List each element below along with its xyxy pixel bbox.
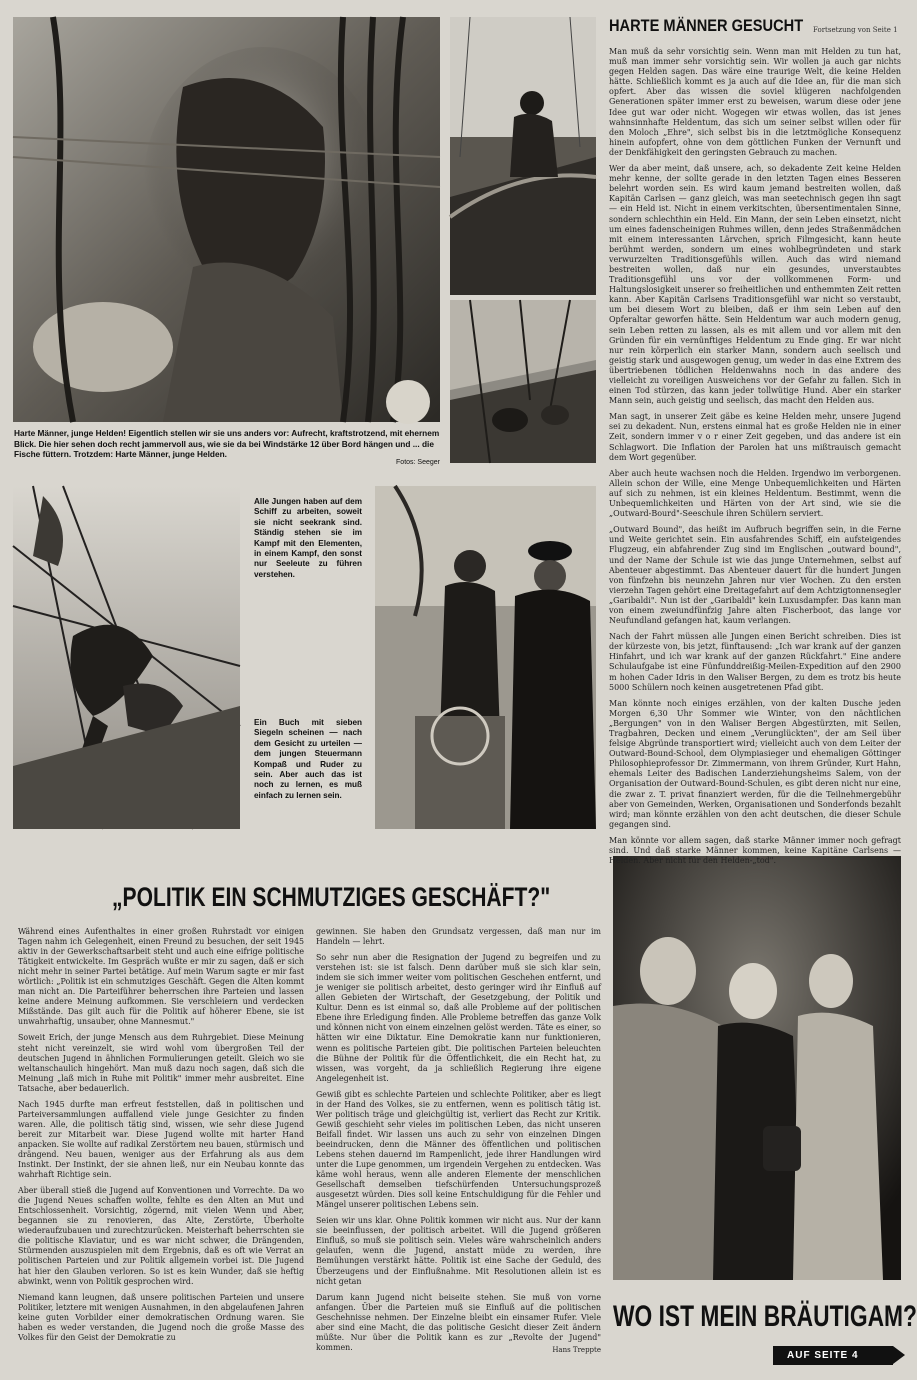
article-politik-col2: [316, 927, 601, 1354]
headline-politik: „POLITIK EIN SCHMUTZIGES GESCHÄFT?": [112, 882, 551, 912]
photo-captain-and-helmsman: [375, 486, 596, 829]
photo-boys-in-rigging: [13, 486, 240, 829]
article-paragraph: Gewiß gibt es schlechte Parteien und schlechte Politiker, aber es liegt in der Hand des Volkes, sie zu entfernen, wenn es politisch tätig ist. Wer politisch träge und gleichgültig ist, verliert das Recht zur Kritik. Gewiß geschieht sehr vieles im politischen Leben, das nicht unseren Beifall findet. Wir lassen uns auch zu sehr von einzelnen Dingen beeindrucken, denn die Männer des öffentlichen und politischen Lebens stehen dauernd im Rampenlicht, jede ihrer Handlungen wird unter die Lupe genommen, um irgendein Vergehen zu entdecken. Was käme wohl heraus, wenn alle anderen Elemente der menschlichen Gesellschaft demselben tiefschürfenden Untersuchungsprozeß ausgesetzt würden. Dies soll keine Entschuldigung für die Fehler und Mängel unserer politischen Lebens sein.: [316, 1089, 601, 1210]
article-paragraph: Seien wir uns klar. Ohne Politik kommen wir nicht aus. Nur der kann sie beeinflussen, der politisch arbeitet. Will die Jugend größeren Einfluß, so muß sie politisch sein. Vieles wäre wahrscheinlich anders gelaufen, wenn die Jugend, anstatt müde zu werden, ihre Bemühungen verstärkt hätte. Politik ist eine Sache der Geduld, des Überzeugens und der Einflußnahme. Mit Resolutionen allein ist es nicht getan: [316, 1216, 601, 1286]
article-paragraph: Man könnte vor allem sagen, daß starke Männer immer noch gefragt sind. Und daß starke Männer kommen, keine Kapitäne Carlsens — Helden. Aber nicht für den Helden-„tod".: [609, 835, 901, 866]
caption-rigging-photo: Alle Jungen haben auf dem Schiff zu arbeiten, soweit sie nicht seekrank sind. Ständig stehen sie im Kampf mit den Elementen, in einem Kampf, den sonst nur Seeleute zu führen verstehen.: [254, 497, 362, 579]
article-paragraph: Man muß da sehr vorsichtig sein. Wenn man mit Helden zu tun hat, muß man immer sehr vorsichtig sein. Wir wollen ja auch gar nichts gegen Helden sagen. Das wäre eine traurige Welt, die keine Helden hätte. Schließlich kommt es ja auch auf die Idee an, für die man sich opfert. Aber das wissen die soviel klügeren nachfolgenden Generationen später immer erst zu beweisen, warum diese oder jene Idee gut war oder nicht. Wogegen wir etwas wollen, das ist jenes wahnsinnhafte Heldentum, das sich um seiner selbst willen oder für den Moloch „Ehre", sich selbst bis in die letztmögliche Konsequenz hinein aufopfert, ohne von dem göttlichen Funken der Vernunft und der Denkfähigkeit den geringsten Gebrauch zu machen.: [609, 47, 901, 157]
caption-main-photo: [14, 428, 440, 469]
article-paragraph: Nach 1945 durfte man erfreut feststellen, daß in politischen und Parteiversammlungen auffallend viele junge Gesichter zu finden waren. Alle, die politisch tätig sind, wissen, wie sehr diese Jugend bereit zur Mitarbeit war. Diese Jugend wollte mit harter Hand anpacken. Sie wollte auf radikal Zerstörtem neu bauen, stürmisch und drängend. Neu bauen, weniger aus der Erfahrung als aus dem Instinkt. Der Instinkt, der sie ahnen ließ, nur ein Neubau konnte das wahrhaft Richtige sein.: [18, 1099, 304, 1180]
article-paragraph: Nach der Fahrt müssen alle Jungen einen Bericht schreiben. Dies ist der kürzeste von, bis jetzt, fünftausend: „Ich war krank auf der ganzen Hinfahrt, und ich war krank auf der ganzen Rückfahrt." Eine andere Schulaufgabe ist eine Fünfunddreißig-Meilen-Expedition auf den 2900 m hohen Cader Idris in den Waliser Bergen, zu dem es trotz bis heute 5000 Schülern noch keinen ausgetretenen Pfad gibt.: [609, 632, 901, 692]
article-paragraph: Wer da aber meint, daß unsere, ach, so dekadente Zeit keine Helden mehr kenne, der sollte gerade in den letzten Tagen eines Besseren belehrt worden sein. Es wird kaum jemand bestreiten wollen, daß Kapitän Carlsen — ganz gleich, was man seetechnisch gegen ihn sagt — ein Held ist. Nicht in einem verkitschten, übersentimentalen Sinne, sondern schlechthin ein Held. Ein Mann, der sein Leben einsetzt, nicht um eines fadenscheinigen Ruhmes willen, denn jedes Straßenmädchen mit einem interessanten Lärvchen, sprich Filmgesicht, kann heute berühmt werden, sondern um eines wohlbegründeten und stark verwurzelten Traditionsgefühls willen. Auch das wird niemand bestreiten wollen, daß nur ein gesundes, unverstaubtes Traditionsgefühl uns vor der vollkommenen Form- und Haltungslosigkeit unserer so freiheitlichen und enthemmten Zeit retten kann. Aber Kapitän Carlsens Traditionsgefühl war nicht so verstaubt, um bei diesem Wort zu bleiben, daß er ihm sein Leben auf den Opferaltar geworfen hätte. Sein Heldentum war auch modern genug, sein Leben retten zu lassen, als es mit allem und vor allem mit den Gründen für ein vernünftiges Heldentum zu Ende ging. Er war nicht nur rein körperlich ein starker Mann, sondern auch seelisch und geistig stark und ausgewogen genug, um weder in das eine Extrem des übertriebenen tödlichen Heldenwahns noch in das andere des vielleicht zu voreiligen Ausweichens vor der Gefahr zu fallen. Sich in einen Tod stürzen, das kann jeder tollwütige Hund. Aber ein starker Mann sein, auch geistig und seelisch, das macht den Helden aus.: [609, 164, 901, 406]
headline-harte-maenner: HARTE MÄNNER GESUCHT: [609, 16, 804, 35]
photo-three-people: [613, 856, 901, 1280]
promo-link-label: AUF SEITE 4: [787, 1350, 859, 1361]
promo-headline: WO IST MEIN BRÄUTIGAM?: [613, 1300, 917, 1333]
article-paragraph: So sehr nun aber die Resignation der Jugend zu begreifen und zu verstehen ist: sie ist falsch. Denn darüber muß sie sich klar sein, indem sie sich immer weiter vom politischen Geschehen entfernt, und je weniger sie politisch arbeitet, desto geringer wird ihr Einfluß auf allen Gebieten der Wirtschaft, der Gesetzgebung, der Politik und Kultur. Denn es ist einmal so, daß alle Probleme auf der politischen Ebene ihre Erledigung finden. Alle Probleme betreffen das ganze Volk und können nicht von einem einzelnen gelöst werden. Täte es einer, so hätten wir eine Diktatur. Eine Demokratie kann nur funktionieren, wenn es politische Parteien gibt. Die politischen Parteien beleuchten die Bühne der Politik für die Öffentlichkeit, die ein Recht hat, zu wissen, was vorgeht, da ja schließlich Regierung ihre eigene Angelegenheit ist.: [316, 953, 601, 1083]
promo-link-page-4[interactable]: [773, 1346, 893, 1365]
article-harte-maenner-body: [609, 47, 901, 866]
article-paragraph: Aber auch heute wachsen noch die Helden. Irgendwo im verborgenen. Allein schon der Wille, eine Menge Unbequemlichkeiten und Härten auf sich zu nehmen, ist ein kleines Heldentum. Bestimmt, wenn die Unbequemlichkeiten und Härten von der Art sind, wie sie die „Outward-Bourd"-Seeschule ihren Schülern serviert.: [609, 468, 901, 519]
caption-captain-photo: Ein Buch mit sieben Siegeln scheinen — nach dem Gesicht zu urteilen — dem jungen Steuermann Kompaß und Ruder zu sein. Aber auch das ist noch zu lernen, es muß einfach zu lernen sein.: [254, 718, 362, 800]
caption-main-photo-text: Harte Männer, junge Helden! Eigentlich stellen wir sie uns anders vor: Aufrecht, kraftstrotzend, mit ehernem Blick. Die hier sehen doch recht jammervoll aus, wie sie da bei Windstärke 12 über Bord hängen und ... die Fische füttern. Trotzdem: Harte Männer, junge Helden.: [14, 428, 440, 459]
article-paragraph: gewinnen. Sie haben den Grundsatz vergessen, daß man nur im Handeln — lehrt.: [316, 927, 601, 947]
photo-boy-on-boat: [450, 17, 596, 295]
article-politik-col1: [18, 927, 304, 1347]
article-paragraph: Darum kann Jugend nicht beiseite stehen. Sie muß von vorne anfangen. Über die Parteien muß sie Einfluß auf die politischen Geschehnisse nehmen. Der Einzelne bleibt ein einsamer Rufer. Viele aber sind eine Macht, die das politische Gesicht dieser Zeit ändern müßte. Nur über die Politik kann es zur „Revolte der Jugend" kommen.: [316, 1292, 601, 1352]
article-paragraph: „Outward Bound", das heißt im Aufbruch begriffen sein, in die Ferne und Weite gerichtet sein. Ein ausfahrendes Schiff, ein aufsteigendes Flugzeug, ein abfahrender Zug sind im Englischen „outward bound", und der Name der Schule ist wie das junge Unternehmen, selbst auf Abenteuer abgestimmt. Das Abenteuer dauert für die hundert Jungen von fünfzehn bis neunzehn Jahren nur vier Wochen. Zu den ersten vierzehn Tagen gehört eine Dreitagefahrt auf dem Achtzigtonnensegler „Garibaldi". Nun ist der „Garibaldi" kein Luxusdampfer. Das kann man von einem zweiundfünfzig Jahre alten Fischerboot, das lange vor Neufundland gefangen hat, kaum verlangen.: [609, 525, 901, 626]
article-paragraph: Man könnte noch einiges erzählen, von der kalten Dusche jeden Morgen 6,30 Uhr Sommer wie Winter, von den nächtlichen „Bergungen" von in den Waliser Bergen Abgestürzten, mit Seilen, Tragbahren, Decken und einem „Verunglückten", der am Seil über felsige Abgründe transportiert wird; vielleicht auch von dem Leiter der Outward-Bound-School, dem Olympiasieger und ehemaligen Göttinger Philosophieprofessor Dr. Zimmermann, von ihrem Gründer, Kurt Hahn, ehemals Leiter des Badischen Landerziehungsheims Salem, von der Organisation der Outward-Bound-Schulen, es gibt deren nicht nur eine, die zwar z. T. privat finanziert werden, für die die Teilnehmergebühr aber von Gemeinden, Werken, Organisationen und Sonderfonds bezahlt wird; man könnte erzählen von den acht deutschen, die dieser Schule gegangen sind.: [609, 698, 901, 829]
photo-seasick-boy-rigging: [13, 17, 440, 422]
article-paragraph: Während eines Aufenthaltes in einer großen Ruhrstadt vor einigen Tagen nahm ich Gelegenheit, einen Freund zu besuchen, der seit 1945 aktiv in der Gewerkschaftsarbeit steht und auch eine eifrige politische Tätigkeit entwickelte. Im Gespräch wußte er mir zu sagen, daß er sich nicht mehr in seiner Partei betätige. Auf mein Warum sagte er mir fast wörtlich: „Politik ist ein schmutziges Geschäft. Gegen die Alten kommt man nicht an. Die Parteiführer beherrschen ihre Parteien und lassen keine andere Meinung aufkommen. Sie verschleiern und verdecken Mißstände. Das gilt auch für die Politik auf höherer Ebene, sie ist unwahrhaftig, unsauber, ohne Mannesmut.": [18, 927, 304, 1027]
continued-note: Fortsetzung von Seite 1: [813, 26, 898, 34]
author-name: Hans Treppte: [552, 1345, 601, 1354]
article-paragraph: Aber überall stieß die Jugend auf Konventionen und Vorrechte. Da wo die Jugend Neues schaffen wollte, fehlte es den Alten an Mut und Entschlossenheit. Vorsichtig, zögernd, mit vielen Wenn und Aber, begannen sie zu renovieren, das Alte, Zerstörte, Überholte wiederaufzubauen und zurechtzurücken. Meisterhaft beherrschten sie die politische Klaviatur, und es war nicht schwer, die Drängenden, Stürmenden auszuspielen mit dem Ergebnis, daß es oft wie Verrat an politischen Parteien und zur Politik allgemein vorbei ist. Die Jugend hat hier den Glauben verloren. So ist es kein Wunder, daß sie heftig abwinkt, wenn von Politik gesprochen wird.: [18, 1186, 304, 1286]
article-paragraph: Man sagt, in unserer Zeit gäbe es keine Helden mehr, unsere Jugend sei zu dekadent. Nun, erstens einmal hat es große Helden nie in einer Zeit, sondern immer v o r einer Zeit gegeben, und das andere ist ein Schlagwort. Die Inflation der Parolen hat uns mißtrauisch gemacht dem Wort gegenüber.: [609, 412, 901, 462]
article-paragraph: Soweit Erich, der junge Mensch aus dem Ruhrgebiet. Diese Meinung steht nicht vereinzelt, sie wird wohl vom übergroßen Teil der deutschen Jugend in ähnlichen Formulierungen geteilt. Gleich wo sie weltanschaulich hingehört. Man muß dazu noch sagen, daß sich die Meinung „laß mich in Ruhe mit Politik" immer mehr ausbreitet. Eine Tatsache, aber bedauerlich.: [18, 1033, 304, 1093]
photo-deck-crew: [450, 300, 596, 463]
photo-credit: Fotos: Seeger: [396, 459, 440, 466]
article-paragraph: Niemand kann leugnen, daß unsere politischen Parteien und unsere Politiker, letztere mit wenigen Ausnahmen, in den abgelaufenen Jahren keine guten Vorbilder einer demokratischen Ordnung waren. Sie haben es weder verstanden, die Jugend noch die große Masse des Volkes für den Geist der Demokratie zu: [18, 1292, 304, 1342]
